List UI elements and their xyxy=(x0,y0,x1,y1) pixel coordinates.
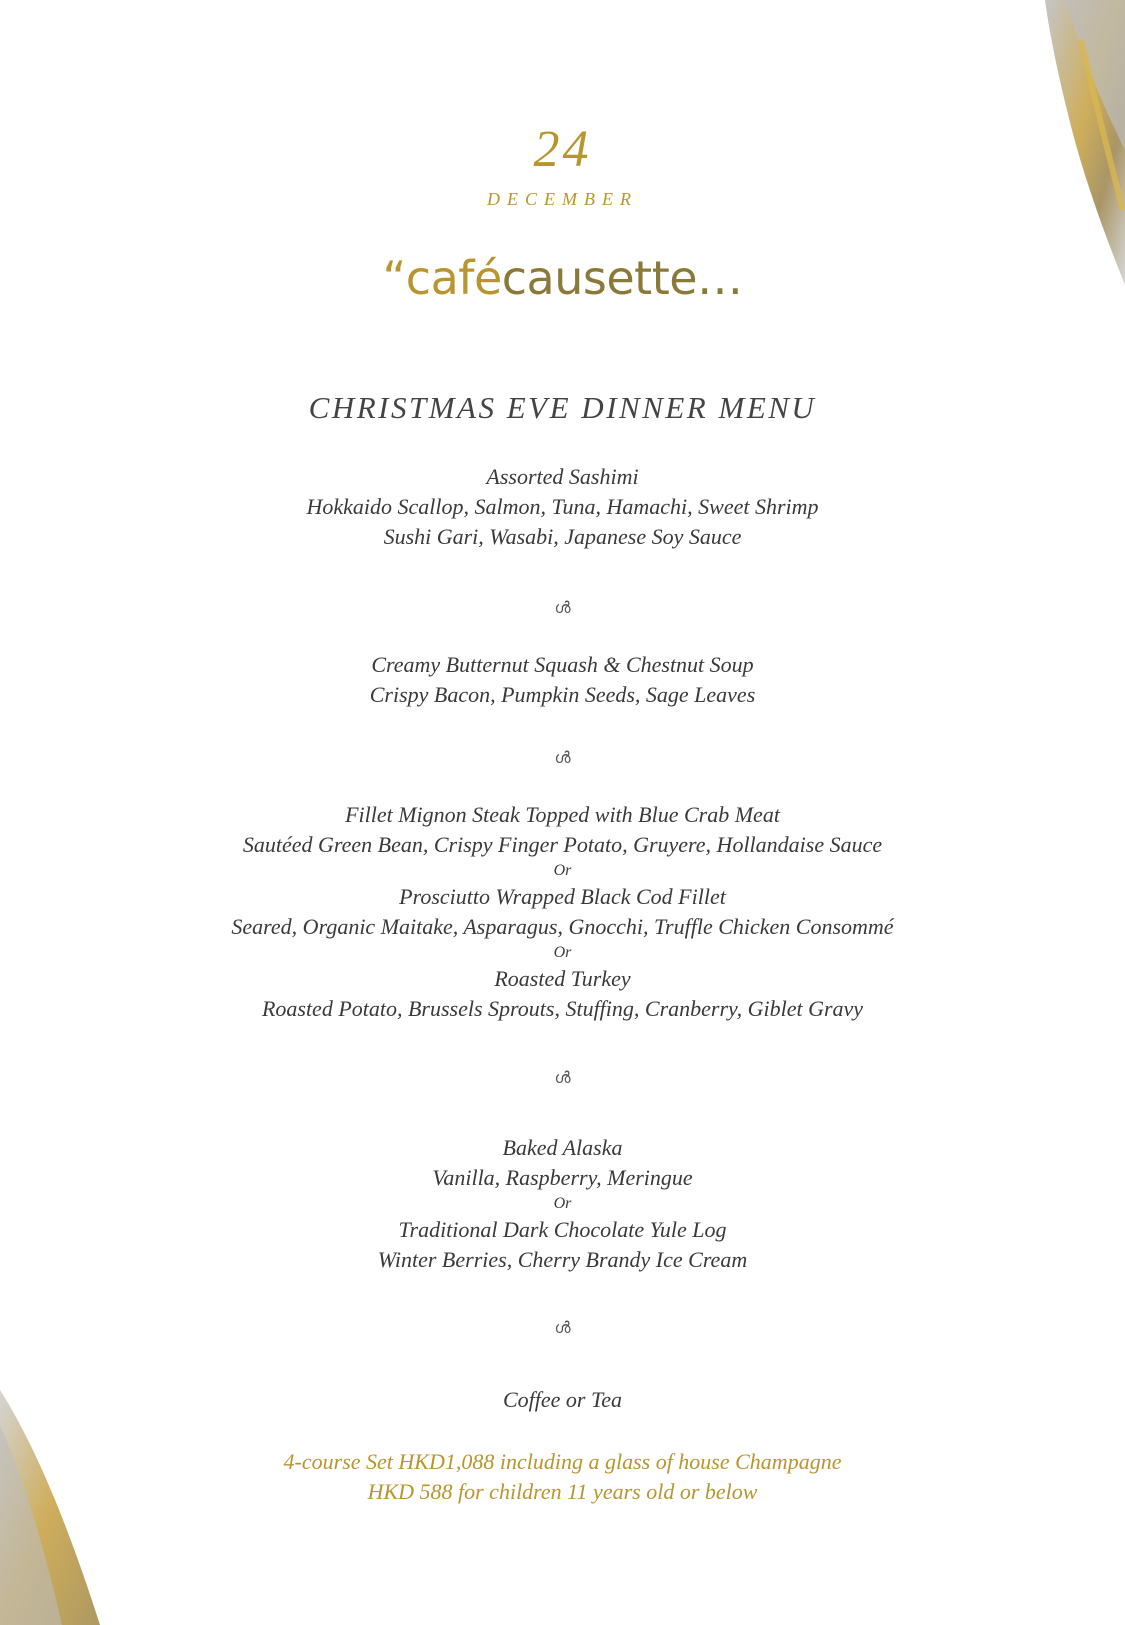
course-main xyxy=(0,800,1125,1024)
course-line: Fillet Mignon Steak Topped with Blue Crab Meat xyxy=(345,802,780,827)
course-line: Sushi Gari, Wasabi, Japanese Soy Sauce xyxy=(383,524,742,549)
course-line: Baked Alaska xyxy=(502,1135,623,1160)
date-day: 24 xyxy=(533,121,592,178)
course-soup xyxy=(0,650,1125,710)
price-line: 4-course Set HKD1,088 including a glass of house Champagne xyxy=(283,1449,842,1474)
course-line: Traditional Dark Chocolate Yule Log xyxy=(398,1217,727,1242)
course-line: Roasted Turkey xyxy=(494,966,631,991)
logo-quote: “ xyxy=(382,251,406,305)
pricing-info xyxy=(0,1447,1125,1507)
course-dessert xyxy=(0,1133,1125,1275)
or-divider: Or xyxy=(553,944,572,961)
course-line: Creamy Butternut Squash & Chestnut Soup xyxy=(371,652,754,677)
logo-cafe: café xyxy=(405,251,502,305)
course-separator-icon: ൾ xyxy=(554,1068,571,1087)
or-divider: Or xyxy=(553,1195,572,1212)
course-line: Coffee or Tea xyxy=(503,1387,622,1412)
menu-title: CHRISTMAS EVE DINNER MENU xyxy=(308,390,817,425)
restaurant-logo xyxy=(0,248,1125,308)
or-divider: Or xyxy=(553,862,572,879)
course-separator-icon: ൾ xyxy=(554,1318,571,1337)
price-line: HKD 588 for children 11 years old or below xyxy=(367,1479,758,1504)
course-line: Prosciutto Wrapped Black Cod Fillet xyxy=(399,884,726,909)
date-month: DECEMBER xyxy=(487,189,638,209)
course-line: Roasted Potato, Brussels Sprouts, Stuffing, Cranberry, Giblet Gravy xyxy=(261,996,864,1021)
course-line: Vanilla, Raspberry, Meringue xyxy=(432,1165,693,1190)
course-line: Crispy Bacon, Pumpkin Seeds, Sage Leaves xyxy=(369,682,756,707)
course-separator-icon: ൾ xyxy=(554,598,571,617)
course-line: Winter Berries, Cherry Brandy Ice Cream xyxy=(377,1247,748,1272)
course-separator-icon: ൾ xyxy=(554,748,571,767)
course-line: Hokkaido Scallop, Salmon, Tuna, Hamachi, Sweet Shrimp xyxy=(306,494,819,519)
course-line: Sautéed Green Bean, Crispy Finger Potato, Gruyere, Hollandaise Sauce xyxy=(242,832,883,857)
course-beverage xyxy=(0,1385,1125,1415)
course-starter xyxy=(0,462,1125,552)
logo-causette: causette… xyxy=(501,251,743,305)
course-line: Assorted Sashimi xyxy=(486,464,639,489)
course-line: Seared, Organic Maitake, Asparagus, Gnocchi, Truffle Chicken Consommé xyxy=(231,914,894,939)
